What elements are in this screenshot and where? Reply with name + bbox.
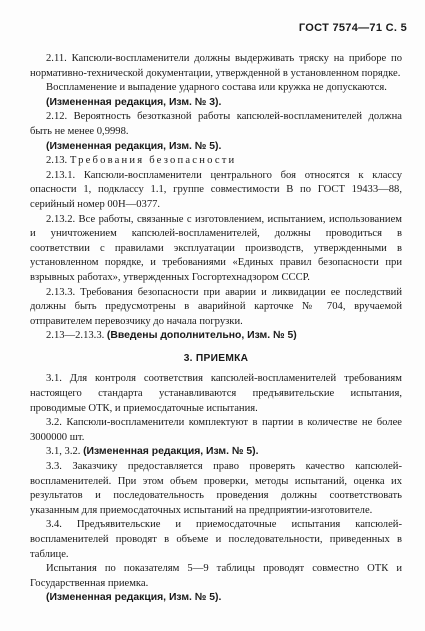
paragraph-2-13-2: 2.13.2. Все работы, связанные с изготовлением, испытанием, использованием и уничтожением капсюлей-воспламенителей, должны проводиться в соответствии с правилами эксплуатации производств, утвержденными в установленном порядке, и требованиями «Единых правил безопасности при взрывных работах», утвержденных Госгортехнадзором СССР. — [30, 213, 402, 283]
paragraph-3-1: 3.1. Для контроля соответствия капсюлей-воспламенителей требованиям настоящего стандарта устанавливаются предъявительские испытания, проводимые ОТК, и приемосдаточные испытания. — [30, 373, 402, 414]
paragraph-ignition-note: Воспламенение и выпадение ударного состава или кружка не допускаются. — [46, 82, 387, 94]
amendment-note-3-1 — [30, 445, 402, 460]
document-body — [30, 52, 402, 606]
amendment-ref-3-1: 3.1, 3.2. — [46, 446, 81, 458]
paragraph-2-13-3: 2.13.3. Требования безопасности при аварии и ликвидации ее последствий должны быть предусмотрены в аварийной карточке № 704, вручаемой отправителем перевозчику до начала погрузки. — [30, 286, 402, 327]
paragraph-2-11: 2.11. Капсюли-воспламенители должны выдерживать тряску на приборе по нормативно-технической документации, утвержденной в установленном порядке. — [30, 53, 402, 79]
paragraph-3-3: 3.3. Заказчику предоставляется право проверять качество капсюлей-воспламенителей. При этом объем проверки, методы испытаний, оценка их результатов и последовательность проведения должны соответствовать указанным для приемосдаточных испытаний на предприятии-изготовителе. — [30, 461, 402, 516]
paragraph-tests-note: Испытания по показателям 5—9 таблицы проводят совместно ОТК и Государственная приемка. — [30, 563, 402, 589]
amendment-note-3: (Измененная редакция, Изм. № 3). — [46, 96, 222, 108]
subsection-2-13-heading — [30, 154, 402, 169]
subsection-title: Требования безопасности — [69, 155, 237, 167]
paragraph-2-13-1: 2.13.1. Капсюли-воспламенители центрального боя относятся к классу опасности 1, подклассу 1.1, группе совместимости В по ГОСТ 19433—88, серийный номер 00Н—0377. — [30, 169, 402, 210]
amendment-note-5b: (Измененная редакция, Изм. № 5). — [46, 592, 222, 604]
amendment-text: (Введены дополнительно, Изм. № 5) — [106, 330, 297, 342]
amendment-ref: 2.13—2.13.3. — [46, 330, 105, 342]
page-header: ГОСТ 7574—71 С. 5 — [298, 22, 407, 34]
amendment-note-added — [30, 329, 402, 344]
paragraph-3-2: 3.2. Капсюли-воспламенители комплектуют в партии в количестве не более 3000000 шт. — [30, 417, 402, 443]
paragraph-2-12: 2.12. Вероятность безотказной работы капсюлей-воспламенителей должна быть не менее 0,9998. — [30, 111, 402, 137]
amendment-text-3-1: (Измененная редакция, Изм. № 5). — [83, 446, 259, 458]
paragraph-3-4: 3.4. Предъявительские и приемосдаточные испытания капсюлей-воспламенителей проводят в объеме и последовательности, приведенных в таблице. — [30, 519, 402, 560]
section-title-acceptance: 3. ПРИЕМКА — [183, 352, 249, 364]
subsection-number: 2.13. — [46, 155, 68, 167]
amendment-note-5a: (Измененная редакция, Изм. № 5). — [46, 140, 222, 152]
